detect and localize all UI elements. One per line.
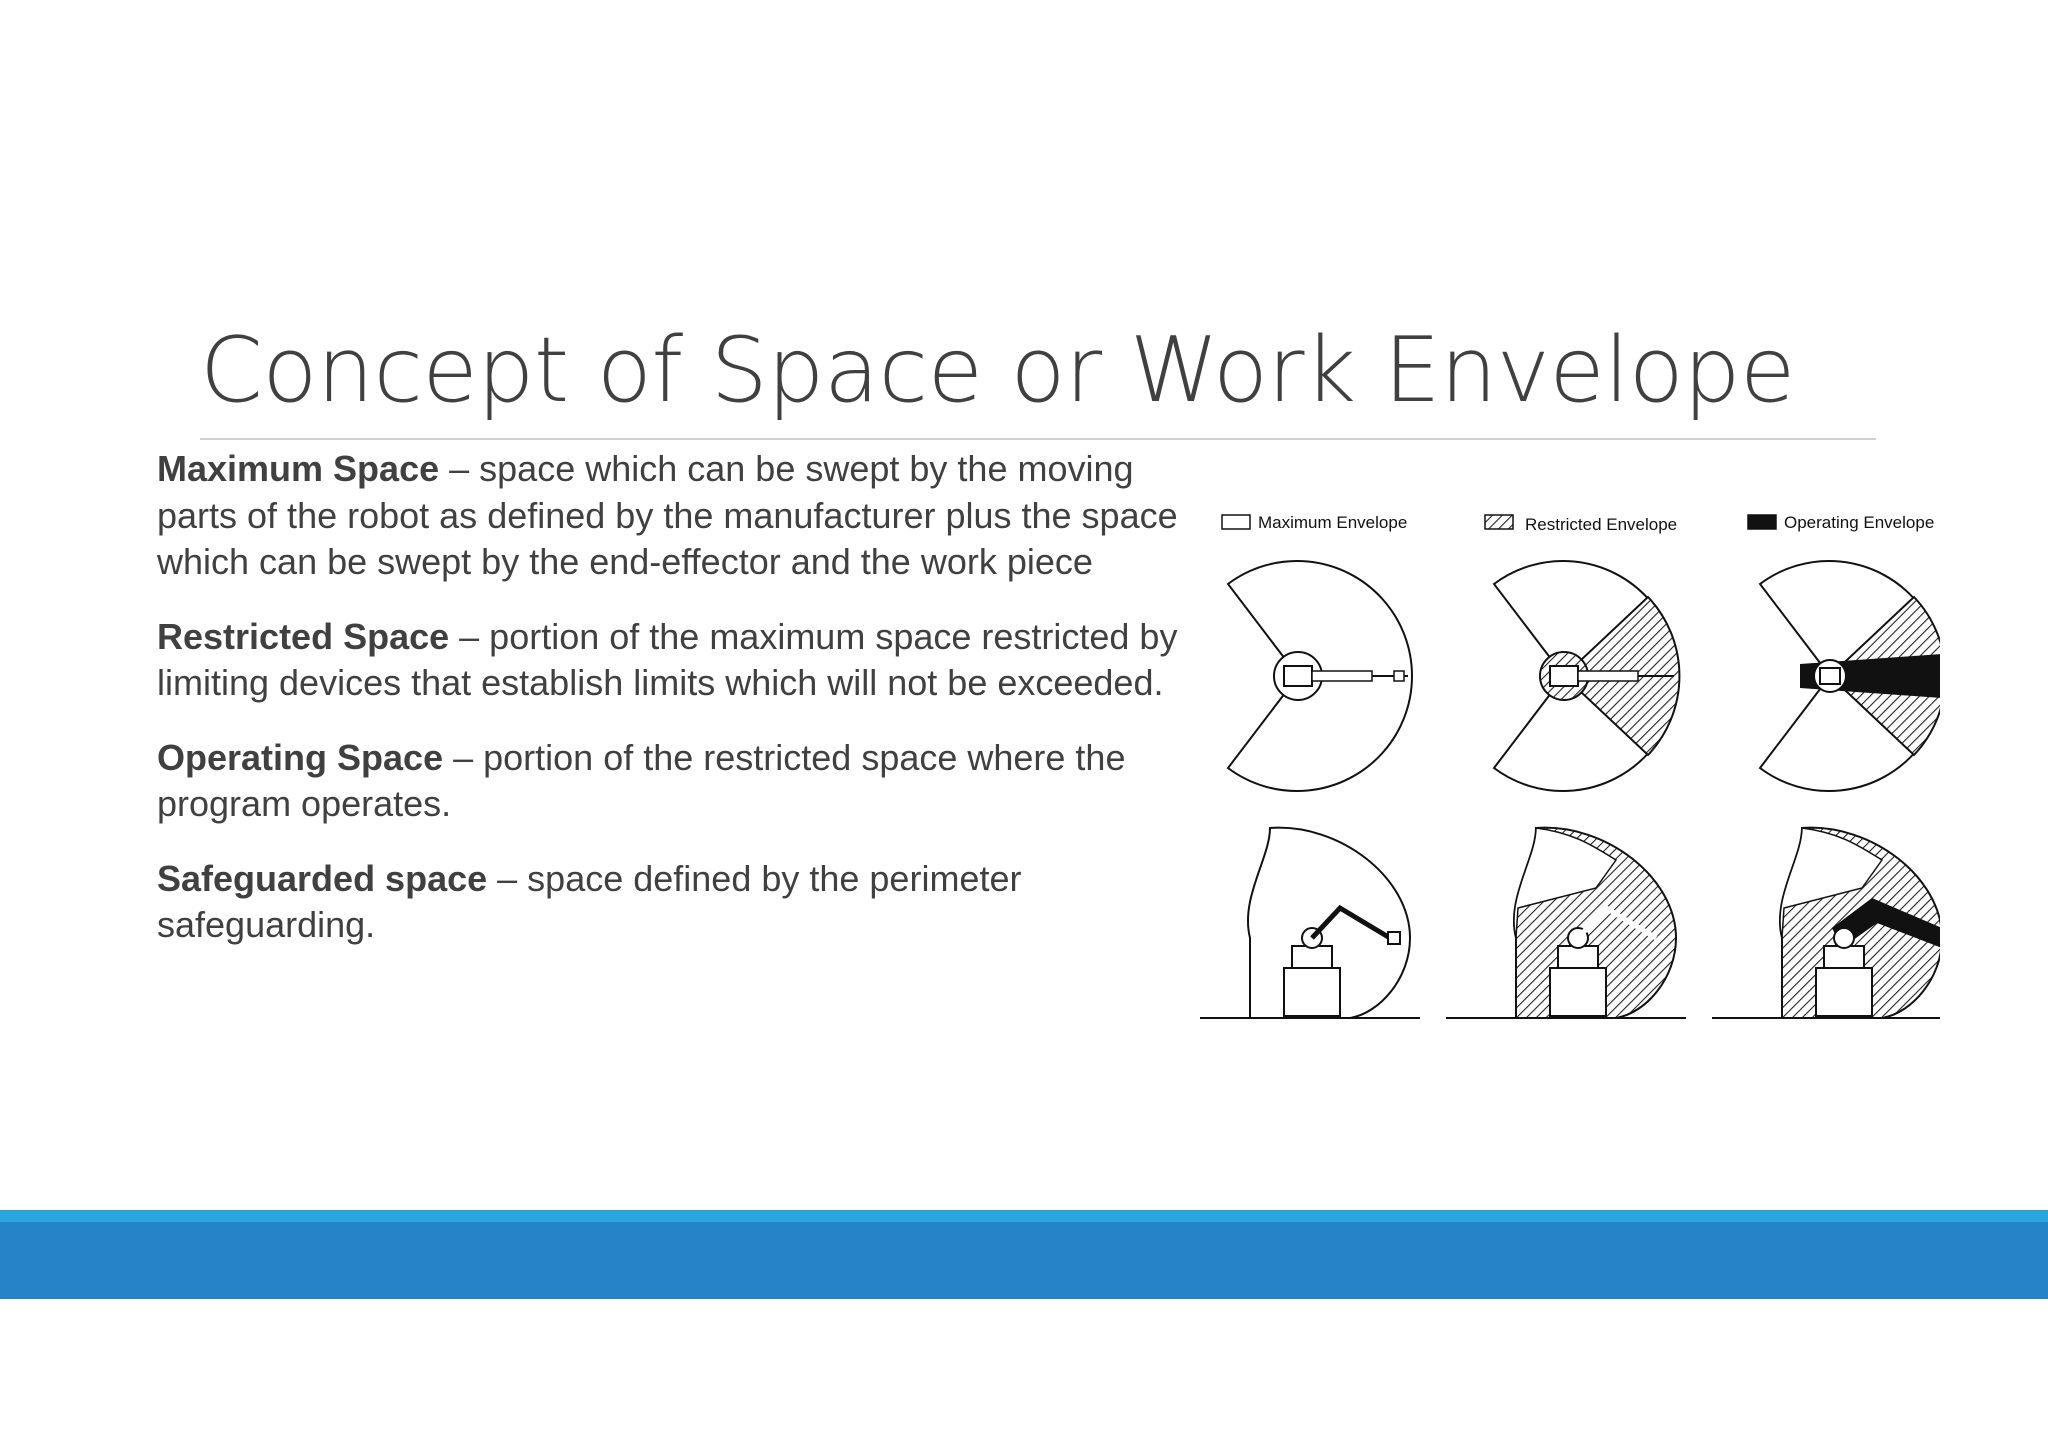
definition-term: Restricted Space — [157, 615, 450, 657]
definition-maximum-space — [157, 446, 1207, 586]
legend-restricted — [1485, 515, 1677, 534]
definition-term: Safeguarded space — [157, 857, 488, 899]
definition-operating-space — [157, 735, 1207, 828]
title-divider — [200, 438, 1876, 440]
definition-text: – space which can be swept by the moving parts of the robot as defined by the manufacturer plus the space which can be swept by the end-effector and the work piece — [157, 448, 1178, 582]
legend-maximum — [1222, 513, 1407, 532]
legend-restricted-swatch — [1485, 515, 1513, 529]
definition-term: Operating Space — [157, 736, 444, 778]
top-view-restricted — [1494, 561, 1679, 791]
definition-term: Maximum Space — [157, 448, 440, 489]
work-envelope-figure — [1200, 500, 1940, 1070]
definition-text: – portion of the restricted space where the program operates. — [157, 736, 1126, 824]
legend-maximum-label: Maximum Envelope — [1258, 513, 1408, 532]
legend-operating-label: Operating Envelope — [1784, 513, 1935, 532]
slide-title: Concept of Space or Work Envelope — [200, 318, 1795, 423]
legend-maximum-swatch — [1222, 515, 1250, 529]
legend-operating — [1748, 513, 1934, 532]
envelope-diagram — [1200, 500, 1940, 1070]
definition-restricted-space — [157, 614, 1207, 707]
definition-text: – portion of the maximum space restricted by limiting devices that establish limits which will not be exceeded. — [157, 615, 1178, 703]
top-view-operating — [1760, 561, 1940, 791]
legend-operating-swatch — [1748, 515, 1776, 529]
definition-text: – space defined by the perimeter safeguarding. — [157, 857, 1022, 945]
definition-safeguarded-space — [157, 856, 1207, 949]
footer-band-light — [0, 1210, 2048, 1222]
footer-band-dark — [0, 1222, 2048, 1299]
legend-restricted-label: Restricted Envelope — [1525, 515, 1678, 534]
definitions-list — [157, 446, 1207, 977]
side-view-operating — [1712, 828, 1940, 1018]
side-view-maximum — [1200, 828, 1420, 1018]
top-view-maximum — [1228, 561, 1412, 791]
side-view-restricted — [1446, 828, 1686, 1018]
